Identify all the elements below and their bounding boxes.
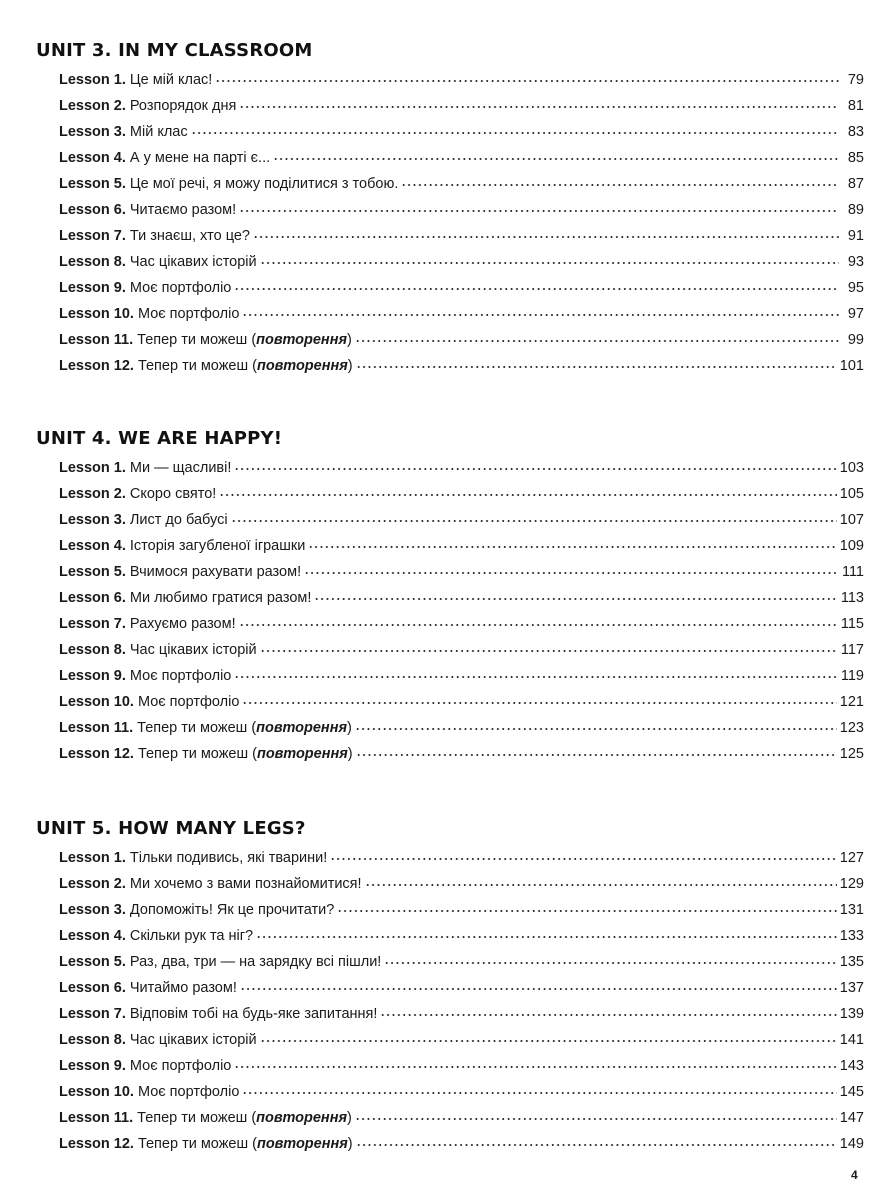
dot-leader bbox=[308, 538, 836, 553]
lesson-label: Lesson 1. bbox=[59, 72, 126, 88]
page-number: 4 bbox=[851, 1168, 858, 1182]
lesson-title: Тепер ти можеш (повторення) bbox=[137, 1136, 353, 1152]
dot-leader bbox=[355, 720, 837, 735]
lesson-label: Lesson 3. bbox=[59, 512, 126, 528]
toc-entry[interactable] bbox=[36, 585, 864, 611]
page-ref: 111 bbox=[841, 564, 864, 580]
lesson-title: Мій клас bbox=[129, 124, 188, 140]
lesson-label: Lesson 2. bbox=[59, 98, 126, 114]
toc-entry[interactable] bbox=[36, 171, 864, 197]
page-ref: 141 bbox=[839, 1032, 864, 1048]
page-ref: 131 bbox=[839, 902, 864, 918]
page-ref: 107 bbox=[839, 512, 864, 528]
lesson-title: Тепер ти можеш (повторення) bbox=[137, 332, 352, 348]
unit-title: UNIT 4. WE ARE HAPPY! bbox=[36, 428, 283, 449]
page-ref: 95 bbox=[847, 280, 864, 296]
toc-entry[interactable] bbox=[36, 197, 864, 223]
toc-entry[interactable] bbox=[36, 455, 864, 481]
toc-entry[interactable] bbox=[36, 1001, 864, 1027]
page-ref: 129 bbox=[839, 876, 864, 892]
dot-leader bbox=[337, 902, 836, 917]
lesson-title: Читаємо разом! bbox=[129, 202, 237, 218]
lesson-label: Lesson 10. bbox=[59, 694, 134, 710]
page-ref: 87 bbox=[847, 176, 864, 192]
page-ref: 143 bbox=[839, 1058, 864, 1074]
page-ref: 127 bbox=[839, 850, 864, 866]
lesson-label: Lesson 4. bbox=[59, 150, 126, 166]
lesson-label: Lesson 7. bbox=[59, 228, 126, 244]
toc-entry[interactable] bbox=[36, 145, 864, 171]
dot-leader bbox=[231, 512, 837, 527]
unit-section bbox=[36, 816, 864, 1157]
lesson-title: Тепер ти можеш (повторення) bbox=[137, 746, 353, 762]
page-ref: 123 bbox=[839, 720, 864, 736]
lesson-label: Lesson 8. bbox=[59, 254, 126, 270]
dot-leader bbox=[356, 746, 837, 761]
lesson-title: Тепер ти можеш (повторення) bbox=[137, 720, 352, 736]
page-ref: 113 bbox=[840, 590, 864, 606]
dot-leader bbox=[256, 928, 837, 943]
lesson-label: Lesson 12. bbox=[59, 746, 134, 762]
toc-entry[interactable] bbox=[36, 559, 864, 585]
dot-leader bbox=[356, 1136, 837, 1151]
toc-entry[interactable] bbox=[36, 949, 864, 975]
lesson-label: Lesson 9. bbox=[59, 280, 126, 296]
page-ref: 83 bbox=[847, 124, 864, 140]
dot-leader bbox=[260, 254, 839, 269]
page-ref: 139 bbox=[839, 1006, 864, 1022]
dot-leader bbox=[242, 306, 839, 321]
toc-entry[interactable] bbox=[36, 353, 864, 379]
page-ref: 105 bbox=[839, 486, 864, 502]
page-ref: 137 bbox=[839, 980, 864, 996]
lesson-label: Lesson 5. bbox=[59, 176, 126, 192]
toc-entry[interactable] bbox=[36, 275, 864, 301]
lesson-label: Lesson 11. bbox=[59, 1110, 134, 1126]
lesson-title: Моє портфоліо bbox=[137, 1084, 240, 1100]
lesson-title: Тепер ти можеш (повторення) bbox=[137, 358, 353, 374]
toc-entry[interactable] bbox=[36, 223, 864, 249]
dot-leader bbox=[330, 850, 837, 865]
toc-entry[interactable] bbox=[36, 1079, 864, 1105]
lesson-label: Lesson 11. bbox=[59, 720, 134, 736]
dot-leader bbox=[253, 228, 839, 243]
lesson-title: Час цікавих історій bbox=[129, 254, 257, 270]
page-ref: 121 bbox=[839, 694, 864, 710]
lesson-title: А у мене на парті є... bbox=[129, 150, 271, 166]
dot-leader bbox=[355, 1110, 837, 1125]
page-ref: 109 bbox=[839, 538, 864, 554]
dot-leader bbox=[234, 1058, 836, 1073]
dot-leader bbox=[401, 176, 839, 191]
page-ref: 119 bbox=[840, 668, 864, 684]
page-ref: 101 bbox=[839, 358, 864, 374]
dot-leader bbox=[314, 590, 837, 605]
toc-entry[interactable] bbox=[36, 845, 864, 871]
dot-leader bbox=[260, 1032, 837, 1047]
dot-leader bbox=[234, 460, 836, 475]
lesson-title: Рахуємо разом! bbox=[129, 616, 236, 632]
lesson-title: Моє портфоліо bbox=[129, 668, 232, 684]
lesson-title: Відповім тобі на будь-яке запитання! bbox=[129, 1006, 378, 1022]
toc-entry[interactable] bbox=[36, 481, 864, 507]
toc-entry[interactable] bbox=[36, 611, 864, 637]
toc-entry[interactable] bbox=[36, 301, 864, 327]
unit-section bbox=[36, 426, 864, 767]
lesson-title: Це мої речі, я можу поділитися з тобою. bbox=[129, 176, 399, 192]
lesson-label: Lesson 12. bbox=[59, 358, 134, 374]
lesson-label: Lesson 8. bbox=[59, 1032, 126, 1048]
toc-entry[interactable] bbox=[36, 93, 864, 119]
toc-entry[interactable] bbox=[36, 533, 864, 559]
dot-leader bbox=[242, 694, 836, 709]
lesson-title: Час цікавих історій bbox=[129, 1032, 257, 1048]
toc-entry[interactable] bbox=[36, 741, 864, 767]
dot-leader bbox=[239, 98, 839, 113]
page-ref: 93 bbox=[847, 254, 864, 270]
lesson-label: Lesson 2. bbox=[59, 876, 126, 892]
toc-entry[interactable] bbox=[36, 67, 864, 93]
unit-title: UNIT 5. HOW MANY LEGS? bbox=[36, 818, 306, 839]
page-ref: 117 bbox=[840, 642, 864, 658]
page-ref: 79 bbox=[847, 72, 864, 88]
dot-leader bbox=[219, 486, 836, 501]
page-ref: 125 bbox=[839, 746, 864, 762]
lesson-label: Lesson 9. bbox=[59, 668, 126, 684]
dot-leader bbox=[355, 332, 839, 347]
toc-entry[interactable] bbox=[36, 1131, 864, 1157]
toc-entry[interactable] bbox=[36, 923, 864, 949]
lesson-label: Lesson 5. bbox=[59, 954, 126, 970]
lesson-title: Моє портфоліо bbox=[129, 1058, 232, 1074]
page-ref: 97 bbox=[847, 306, 864, 322]
dot-leader bbox=[215, 72, 839, 87]
page-ref: 135 bbox=[839, 954, 864, 970]
lesson-label: Lesson 5. bbox=[59, 564, 126, 580]
lesson-title: Тепер ти можеш (повторення) bbox=[137, 1110, 352, 1126]
lesson-title: Моє портфоліо bbox=[129, 280, 232, 296]
lesson-label: Lesson 9. bbox=[59, 1058, 126, 1074]
lesson-title: Історія загубленої іграшки bbox=[129, 538, 306, 554]
lesson-title: Лист до бабусі bbox=[129, 512, 228, 528]
toc-entry[interactable] bbox=[36, 249, 864, 275]
page-ref: 149 bbox=[839, 1136, 864, 1152]
lesson-label: Lesson 6. bbox=[59, 980, 126, 996]
lesson-label: Lesson 11. bbox=[59, 332, 134, 348]
lesson-label: Lesson 2. bbox=[59, 486, 126, 502]
lesson-label: Lesson 3. bbox=[59, 902, 126, 918]
toc-entry[interactable] bbox=[36, 119, 864, 145]
toc-entry[interactable] bbox=[36, 1027, 864, 1053]
lesson-title: Час цікавих історій bbox=[129, 642, 257, 658]
dot-leader bbox=[239, 616, 838, 631]
toc-entry[interactable] bbox=[36, 689, 864, 715]
lesson-title: Ми любимо гратися разом! bbox=[129, 590, 312, 606]
lesson-title: Це мій клас! bbox=[129, 72, 213, 88]
dot-leader bbox=[356, 358, 837, 373]
dot-leader bbox=[234, 280, 839, 295]
lesson-title: Вчимося рахувати разом! bbox=[129, 564, 302, 580]
toc-entry[interactable] bbox=[36, 1105, 864, 1131]
page-ref: 91 bbox=[847, 228, 864, 244]
toc-entry[interactable] bbox=[36, 871, 864, 897]
page-ref: 81 bbox=[847, 98, 864, 114]
lesson-label: Lesson 10. bbox=[59, 1084, 134, 1100]
lesson-title: Моє портфоліо bbox=[137, 694, 240, 710]
page-ref: 89 bbox=[847, 202, 864, 218]
dot-leader bbox=[260, 642, 838, 657]
toc-entry[interactable] bbox=[36, 637, 864, 663]
lesson-label: Lesson 1. bbox=[59, 460, 126, 476]
lesson-title: Читаймо разом! bbox=[129, 980, 237, 996]
toc-entry[interactable] bbox=[36, 663, 864, 689]
dot-leader bbox=[384, 954, 836, 969]
dot-leader bbox=[240, 980, 837, 995]
toc-entry[interactable] bbox=[36, 327, 864, 353]
lesson-label: Lesson 10. bbox=[59, 306, 134, 322]
dot-leader bbox=[239, 202, 839, 217]
toc-entry[interactable] bbox=[36, 715, 864, 741]
lesson-title: Раз, два, три — на зарядку всі пішли! bbox=[129, 954, 382, 970]
lesson-label: Lesson 1. bbox=[59, 850, 126, 866]
dot-leader bbox=[273, 150, 839, 165]
lesson-title: Ти знаєш, хто це? bbox=[129, 228, 250, 244]
lesson-label: Lesson 7. bbox=[59, 1006, 126, 1022]
toc-entry[interactable] bbox=[36, 975, 864, 1001]
lesson-label: Lesson 4. bbox=[59, 928, 126, 944]
page-ref: 99 bbox=[847, 332, 864, 348]
lesson-title: Розпорядок дня bbox=[129, 98, 237, 114]
lesson-title: Скільки рук та ніг? bbox=[129, 928, 254, 944]
dot-leader bbox=[242, 1084, 836, 1099]
unit-section bbox=[36, 38, 864, 379]
dot-leader bbox=[191, 124, 839, 139]
page-ref: 103 bbox=[839, 460, 864, 476]
lesson-title: Тільки подивись, які тварини! bbox=[129, 850, 328, 866]
lesson-title: Ми — щасливі! bbox=[129, 460, 232, 476]
lesson-label: Lesson 12. bbox=[59, 1136, 134, 1152]
dot-leader bbox=[365, 876, 837, 891]
lesson-title: Скоро свято! bbox=[129, 486, 217, 502]
lesson-title: Допоможіть! Як це прочитати? bbox=[129, 902, 335, 918]
dot-leader bbox=[234, 668, 838, 683]
lesson-label: Lesson 7. bbox=[59, 616, 126, 632]
page-ref: 115 bbox=[840, 616, 864, 632]
page-ref: 85 bbox=[847, 150, 864, 166]
lesson-label: Lesson 4. bbox=[59, 538, 126, 554]
page-ref: 145 bbox=[839, 1084, 864, 1100]
lesson-label: Lesson 3. bbox=[59, 124, 126, 140]
toc-entry[interactable] bbox=[36, 897, 864, 923]
lesson-label: Lesson 8. bbox=[59, 642, 126, 658]
lesson-label: Lesson 6. bbox=[59, 202, 126, 218]
toc-entry[interactable] bbox=[36, 1053, 864, 1079]
lesson-title: Моє портфоліо bbox=[137, 306, 240, 322]
page-ref: 147 bbox=[839, 1110, 864, 1126]
dot-leader bbox=[304, 564, 839, 579]
lesson-title: Ми хочемо з вами познайомитися! bbox=[129, 876, 362, 892]
page-ref: 133 bbox=[839, 928, 864, 944]
lesson-label: Lesson 6. bbox=[59, 590, 126, 606]
toc-entry[interactable] bbox=[36, 507, 864, 533]
dot-leader bbox=[380, 1006, 836, 1021]
unit-title: UNIT 3. IN MY CLASSROOM bbox=[36, 40, 313, 61]
